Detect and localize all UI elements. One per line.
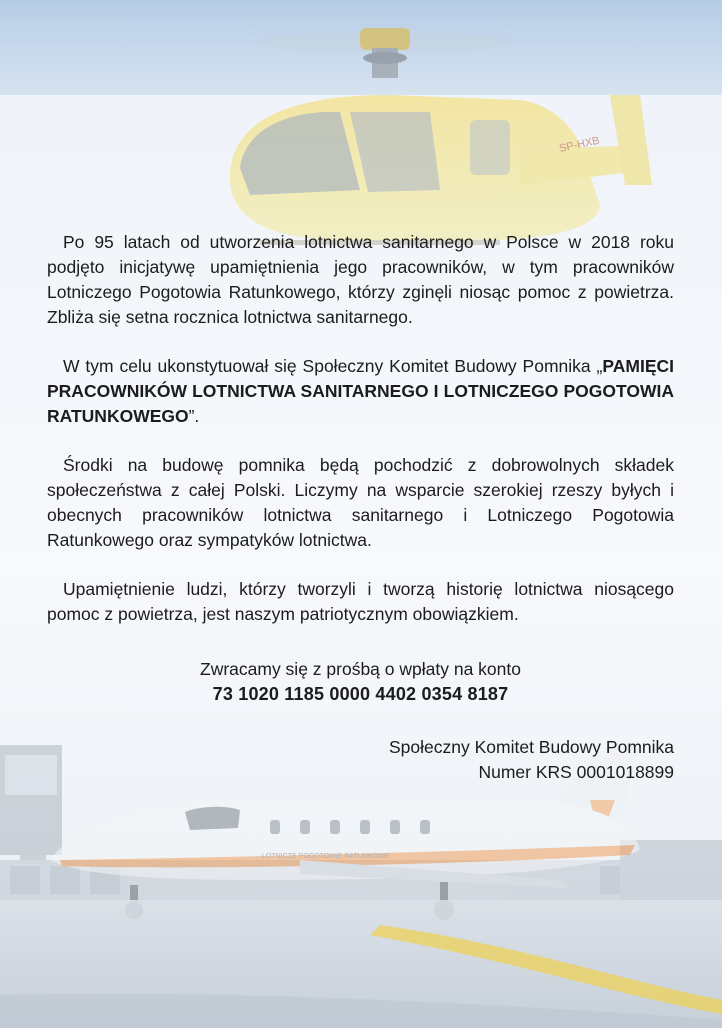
quote-close: ”. (188, 406, 200, 426)
paragraph-commemoration: Upamiętnienie ludzi, którzy tworzyli i tworzą historię lotnictwa niosącego pomoc z powietrza, jest naszym patriotycznym obowiązkiem. (47, 579, 674, 624)
paragraph-initiative: Po 95 latach od utworzenia lotnictwa sanitarnego w Polsce w 2018 roku podjęto inicjatywę upamiętnienia jego pracowników, w tym pracowników Lotniczego Pogotowia Ratunkowego, którzy zginęli niosąc pomoc z powietrza. Zbliża się setna rocznica lotnictwa sanitarnego. (47, 232, 674, 327)
appeal-text: Zwracamy się z prośbą o wpłaty na konto (200, 659, 521, 679)
krs-number: Numer KRS 0001018899 (478, 762, 674, 782)
aircraft-livery-text: LOTNICZE POGOTOWIE RATUNKOWE (262, 853, 390, 860)
paragraph-funding: Środki na budowę pomnika będą pochodzić z dobrowolnych składek społeczeństwa z całej Polski. Liczymy na wsparcie szerokiej rzeszy byłych i obecnych pracowników lotnictwa sanitarnego i Lotniczego Pogotowia Ratunkowego oraz sympatyków lotnictwa. (47, 455, 674, 550)
letter-body (47, 230, 674, 785)
signature-block (47, 735, 674, 785)
committee-intro: W tym celu ukonstytuował się Społeczny Komitet Budowy Pomnika (63, 356, 591, 376)
monument-name: PAMIĘCI PRACOWNIKÓW LOTNICTWA SANITARNEGO I LOTNICZEGO POGOTOWIA RATUNKOWEGO (47, 356, 674, 426)
quote-open: „ (596, 356, 603, 376)
committee-signature: Społeczny Komitet Budowy Pomnika (389, 737, 674, 757)
helicopter-registration: SP-HXB (558, 134, 601, 155)
paragraph-committee (47, 354, 674, 429)
bank-account-number: 73 1020 1185 0000 4402 0354 8187 (212, 684, 509, 704)
